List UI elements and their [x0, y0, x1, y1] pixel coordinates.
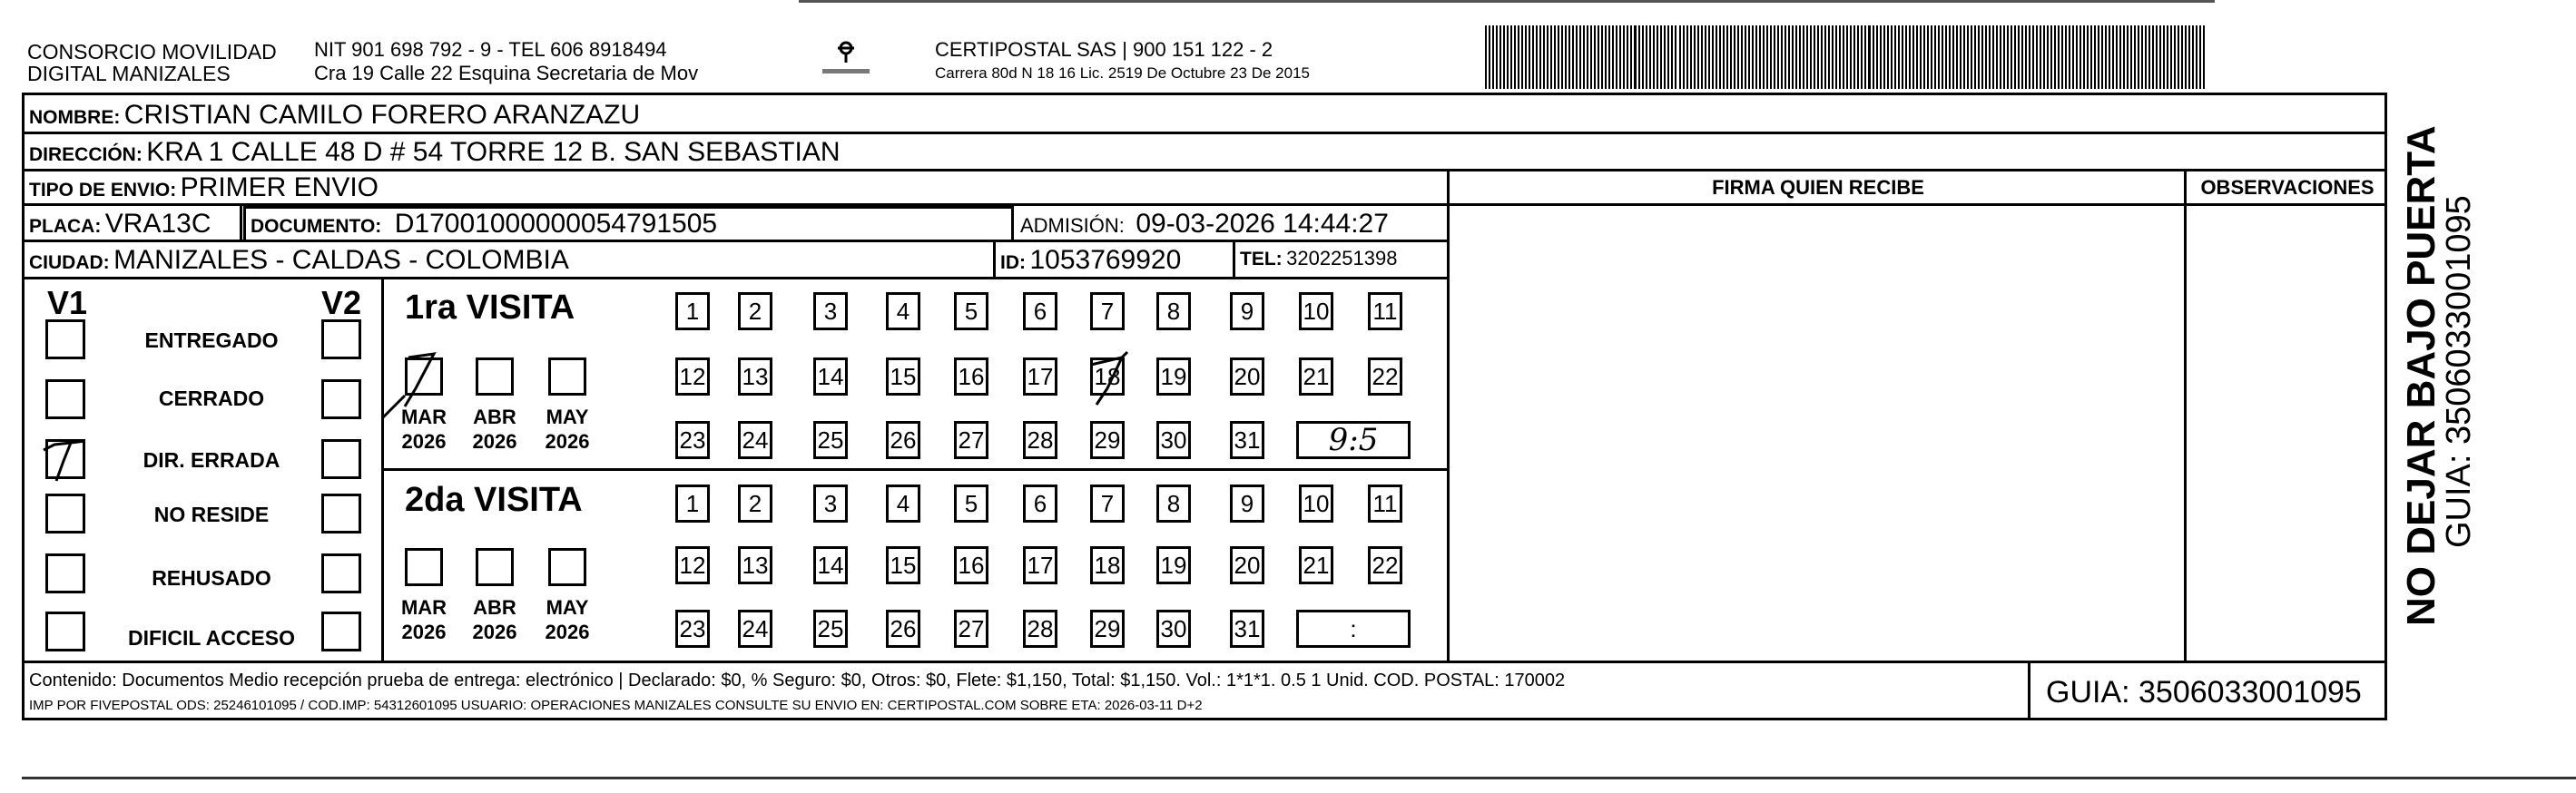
day-checkbox-first[interactable]: 31 — [1230, 421, 1264, 459]
admision-row — [1020, 210, 1389, 238]
placa-label: PLACA: — [29, 216, 102, 237]
direccion-label: DIRECCIÓN: — [29, 144, 143, 165]
day-checkbox-first[interactable]: 11 — [1368, 292, 1402, 330]
day-checkbox-second[interactable]: 7 — [1090, 485, 1125, 523]
ciudad-label: CIUDAD: — [29, 252, 110, 273]
day-checkbox-second[interactable]: 9 — [1230, 485, 1264, 523]
col-line-tel — [1233, 240, 1235, 279]
side-guia-text: GUIA: 3506033001095 — [2440, 195, 2478, 548]
month-label — [537, 595, 597, 644]
day-checkbox-first[interactable]: 29 — [1090, 421, 1125, 459]
day-checkbox-first[interactable]: 13 — [738, 357, 772, 396]
day-checkbox-first[interactable]: 4 — [886, 292, 920, 330]
documento-value: D17001000000054791505 — [394, 209, 718, 239]
row-line-visit-split — [383, 468, 1449, 471]
day-checkbox-second[interactable]: 3 — [813, 485, 848, 523]
ciudad-value: MANIZALES - CALDAS - COLOMBIA — [113, 245, 569, 275]
handwritten-check-mark-icon — [40, 434, 94, 488]
day-checkbox-second[interactable]: 25 — [813, 610, 848, 648]
day-checkbox-second[interactable]: 6 — [1023, 485, 1057, 523]
admision-value: 09-03-2026 14:44:27 — [1136, 209, 1389, 239]
observations-area[interactable] — [2188, 207, 2385, 659]
direccion-value: KRA 1 CALLE 48 D # 54 TORRE 12 B. SAN SEBASTIAN — [146, 137, 841, 167]
day-checkbox-first[interactable]: 9 — [1230, 292, 1264, 330]
month-name: MAY — [546, 596, 589, 619]
v2-checkbox-cerrado[interactable] — [321, 379, 361, 419]
observaciones-header: OBSERVACIONES — [2200, 176, 2374, 199]
top-edge-line — [799, 0, 2215, 3]
time-box-first[interactable]: 9:5 — [1296, 421, 1411, 459]
month-label — [537, 405, 597, 454]
day-checkbox-first[interactable]: 20 — [1230, 357, 1264, 396]
status-label-entregado: ENTREGADO — [144, 328, 279, 352]
status-label-no-reside: NO RESIDE — [153, 503, 270, 526]
day-checkbox-second[interactable]: 27 — [954, 610, 988, 648]
v1-checkbox-no-reside[interactable] — [45, 494, 85, 534]
carrier-name: CERTIPOSTAL SAS | 900 151 122 - 2 — [935, 38, 1273, 61]
company-address: Cra 19 Calle 22 Esquina Secretaria de Mov — [314, 62, 699, 84]
footer-imp: IMP POR FIVEPOSTAL ODS: 25246101095 / COD.IMP: 54312601095 USUARIO: OPERACIONES MANIZALES CONSULTE SU ENVIO EN: CERTIPOSTAL.COM SOBRE ETA: 2026-03-11 D+2 — [29, 698, 1203, 713]
day-checkbox-first[interactable]: 26 — [886, 421, 920, 459]
month-name: ABR — [473, 596, 516, 619]
col-line-firma — [1447, 169, 1450, 663]
col-line-id — [993, 240, 996, 279]
day-checkbox-first[interactable]: 15 — [886, 357, 920, 396]
tel-value: 3202251398 — [1286, 247, 1398, 269]
ciudad-row — [29, 247, 569, 274]
status-label-dificil-acceso: DIFICIL ACCESO — [127, 626, 295, 650]
status-label-cerrado: CERRADO — [158, 387, 265, 410]
nombre-value: CRISTIAN CAMILO FORERO ARANZAZU — [123, 100, 641, 130]
day-checkbox-first[interactable]: 6 — [1023, 292, 1057, 330]
v2-checkbox-no-reside[interactable] — [321, 494, 361, 534]
id-label: ID: — [1000, 252, 1026, 273]
month-checkbox-second-1[interactable] — [476, 548, 514, 586]
day-checkbox-second[interactable]: 8 — [1156, 485, 1191, 523]
v2-checkbox-entregado[interactable] — [321, 319, 361, 359]
company-name-line1: CONSORCIO MOVILIDAD — [27, 40, 277, 64]
nombre-label: NOMBRE: — [29, 107, 121, 128]
nombre-row — [29, 102, 640, 129]
month-checkbox-second-2[interactable] — [548, 548, 586, 586]
signature-area[interactable] — [1452, 207, 2182, 659]
month-checkbox-first-1[interactable] — [476, 357, 514, 396]
day-checkbox-second[interactable]: 23 — [675, 610, 710, 648]
row-line-footer — [22, 661, 2387, 663]
placa-row — [29, 210, 211, 238]
firma-header: FIRMA QUIEN RECIBE — [1712, 176, 1924, 199]
day-checkbox-second[interactable]: 2 — [738, 485, 772, 523]
day-checkbox-first[interactable]: 5 — [954, 292, 988, 330]
month-year: 2026 — [472, 621, 517, 643]
month-name: ABR — [473, 406, 516, 428]
day-checkbox-second[interactable]: 31 — [1230, 610, 1264, 648]
day-checkbox-second[interactable]: 16 — [954, 546, 988, 584]
documento-label: DOCUMENTO: — [251, 216, 382, 237]
day-checkbox-first[interactable]: 7 — [1090, 292, 1125, 330]
v2-header: V2 — [321, 284, 362, 321]
tipo-value: PRIMER ENVIO — [180, 172, 379, 202]
day-checkbox-second[interactable]: 14 — [813, 546, 848, 584]
v2-checkbox-rehusado[interactable] — [321, 553, 361, 593]
time-box-second[interactable]: : — [1296, 610, 1411, 648]
col-line-obs — [2184, 169, 2187, 663]
id-value: 1053769920 — [1029, 245, 1182, 275]
company-name-line2: DIGITAL MANIZALES — [27, 62, 231, 85]
col-line-visits — [381, 277, 384, 662]
day-checkbox-first[interactable]: 19 — [1156, 357, 1191, 396]
day-checkbox-second[interactable]: 29 — [1090, 610, 1125, 648]
month-year: 2026 — [545, 430, 590, 453]
tipo-label: TIPO DE ENVIO: — [29, 180, 177, 201]
month-label — [394, 595, 454, 644]
day-checkbox-first[interactable]: 22 — [1368, 357, 1402, 396]
id-row — [1000, 247, 1181, 274]
day-checkbox-second[interactable]: 26 — [886, 610, 920, 648]
day-checkbox-second[interactable]: 22 — [1368, 546, 1402, 584]
month-checkbox-first-2[interactable] — [548, 357, 586, 396]
carrier-address: Carrera 80d N 18 16 Lic. 2519 De Octubre 23 De 2015 — [935, 64, 1310, 82]
day-checkbox-first[interactable]: 2 — [738, 292, 772, 330]
v1-checkbox-cerrado[interactable] — [45, 379, 85, 419]
day-checkbox-first[interactable]: 3 — [813, 292, 848, 330]
day-checkbox-second[interactable]: 17 — [1023, 546, 1057, 584]
day-checkbox-first[interactable]: 8 — [1156, 292, 1191, 330]
day-checkbox-second[interactable]: 15 — [886, 546, 920, 584]
day-checkbox-first[interactable]: 12 — [675, 357, 710, 396]
row-line-firma-header — [1449, 203, 2387, 206]
day-checkbox-first[interactable]: 27 — [954, 421, 988, 459]
v2-checkbox-dificil-acceso[interactable] — [321, 612, 361, 651]
second-visit-title: 2da VISITA — [405, 481, 583, 519]
month-name: MAR — [400, 406, 447, 428]
direccion-row — [29, 139, 841, 166]
day-checkbox-second[interactable]: 10 — [1299, 485, 1333, 523]
handwritten-day-mark-icon — [1086, 348, 1136, 408]
day-checkbox-first[interactable]: 30 — [1156, 421, 1191, 459]
status-label-dir-errada: DIR. ERRADA — [143, 448, 280, 472]
month-name: MAY — [546, 406, 589, 428]
day-checkbox-first[interactable]: 25 — [813, 421, 848, 459]
day-checkbox-second[interactable]: 13 — [738, 546, 772, 584]
tel-row — [1240, 249, 1397, 269]
day-checkbox-first[interactable]: 28 — [1023, 421, 1057, 459]
certipostal-logo-icon — [810, 38, 882, 83]
barcode-icon — [1485, 25, 2207, 89]
day-checkbox-second[interactable]: 24 — [738, 610, 772, 648]
day-checkbox-second[interactable]: 11 — [1368, 485, 1402, 523]
month-year: 2026 — [545, 621, 590, 643]
first-visit-title: 1ra VISITA — [405, 289, 575, 327]
day-checkbox-first[interactable]: 18 — [1090, 357, 1125, 396]
footer-guia-number: GUIA: 3506033001095 — [2046, 675, 2362, 710]
row-line-direccion — [22, 169, 2387, 171]
day-checkbox-second[interactable]: 4 — [886, 485, 920, 523]
day-checkbox-first[interactable]: 24 — [738, 421, 772, 459]
month-name: MAR — [400, 596, 447, 619]
v2-checkbox-dir-errada[interactable] — [321, 439, 361, 479]
month-year: 2026 — [401, 621, 447, 643]
tel-label: TEL: — [1240, 249, 1283, 269]
day-checkbox-first[interactable]: 23 — [675, 421, 710, 459]
day-checkbox-first[interactable]: 16 — [954, 357, 988, 396]
day-checkbox-first[interactable]: 17 — [1023, 357, 1057, 396]
admision-label: ADMISIÓN: — [1020, 214, 1125, 237]
day-checkbox-second[interactable]: 19 — [1156, 546, 1191, 584]
day-checkbox-second[interactable]: 28 — [1023, 610, 1057, 648]
row-line-nombre — [22, 132, 2387, 134]
tipo-row — [29, 174, 379, 201]
day-checkbox-first[interactable]: 21 — [1299, 357, 1333, 396]
bottom-edge-line — [22, 777, 2576, 779]
month-label — [465, 595, 525, 644]
day-checkbox-second[interactable]: 18 — [1090, 546, 1125, 584]
day-checkbox-second[interactable]: 5 — [954, 485, 988, 523]
day-checkbox-second[interactable]: 1 — [675, 485, 710, 523]
month-year: 2026 — [472, 430, 517, 453]
day-checkbox-first[interactable]: 14 — [813, 357, 848, 396]
day-checkbox-first[interactable]: 1 — [675, 292, 710, 330]
footer-contenido: Contenido: Documentos Medio recepción prueba de entrega: electrónico | Declarado: $0, % Seguro: $0, Otros: $0, Flete: $1,150, Total: $1,150. Vol.: 1*1*1. 0.5 1 Unid. COD. POSTAL: 170002 — [29, 671, 1566, 690]
v1-header: V1 — [47, 284, 88, 321]
month-checkbox-second-0[interactable] — [405, 548, 443, 586]
day-checkbox-first[interactable]: 10 — [1299, 292, 1333, 330]
day-checkbox-second[interactable]: 20 — [1230, 546, 1264, 584]
day-checkbox-second[interactable]: 12 — [675, 546, 710, 584]
day-checkbox-second[interactable]: 30 — [1156, 610, 1191, 648]
v1-checkbox-dificil-acceso[interactable] — [45, 612, 85, 651]
col-line-guia-box — [2028, 661, 2030, 720]
status-label-rehusado: REHUSADO — [152, 566, 271, 590]
col-line-placa — [240, 203, 242, 241]
month-year: 2026 — [401, 430, 447, 453]
handwritten-month-mark-icon — [381, 348, 450, 425]
v1-checkbox-entregado[interactable] — [45, 319, 85, 359]
side-warning-text: NO DEJAR BAJO PUERTA — [2399, 125, 2443, 626]
company-nit: NIT 901 698 792 - 9 - TEL 606 8918494 — [314, 38, 667, 61]
documento-row — [251, 210, 717, 238]
day-checkbox-second[interactable]: 21 — [1299, 546, 1333, 584]
v1-checkbox-rehusado[interactable] — [45, 553, 85, 593]
month-label — [465, 405, 525, 454]
placa-value: VRA13C — [104, 209, 211, 239]
